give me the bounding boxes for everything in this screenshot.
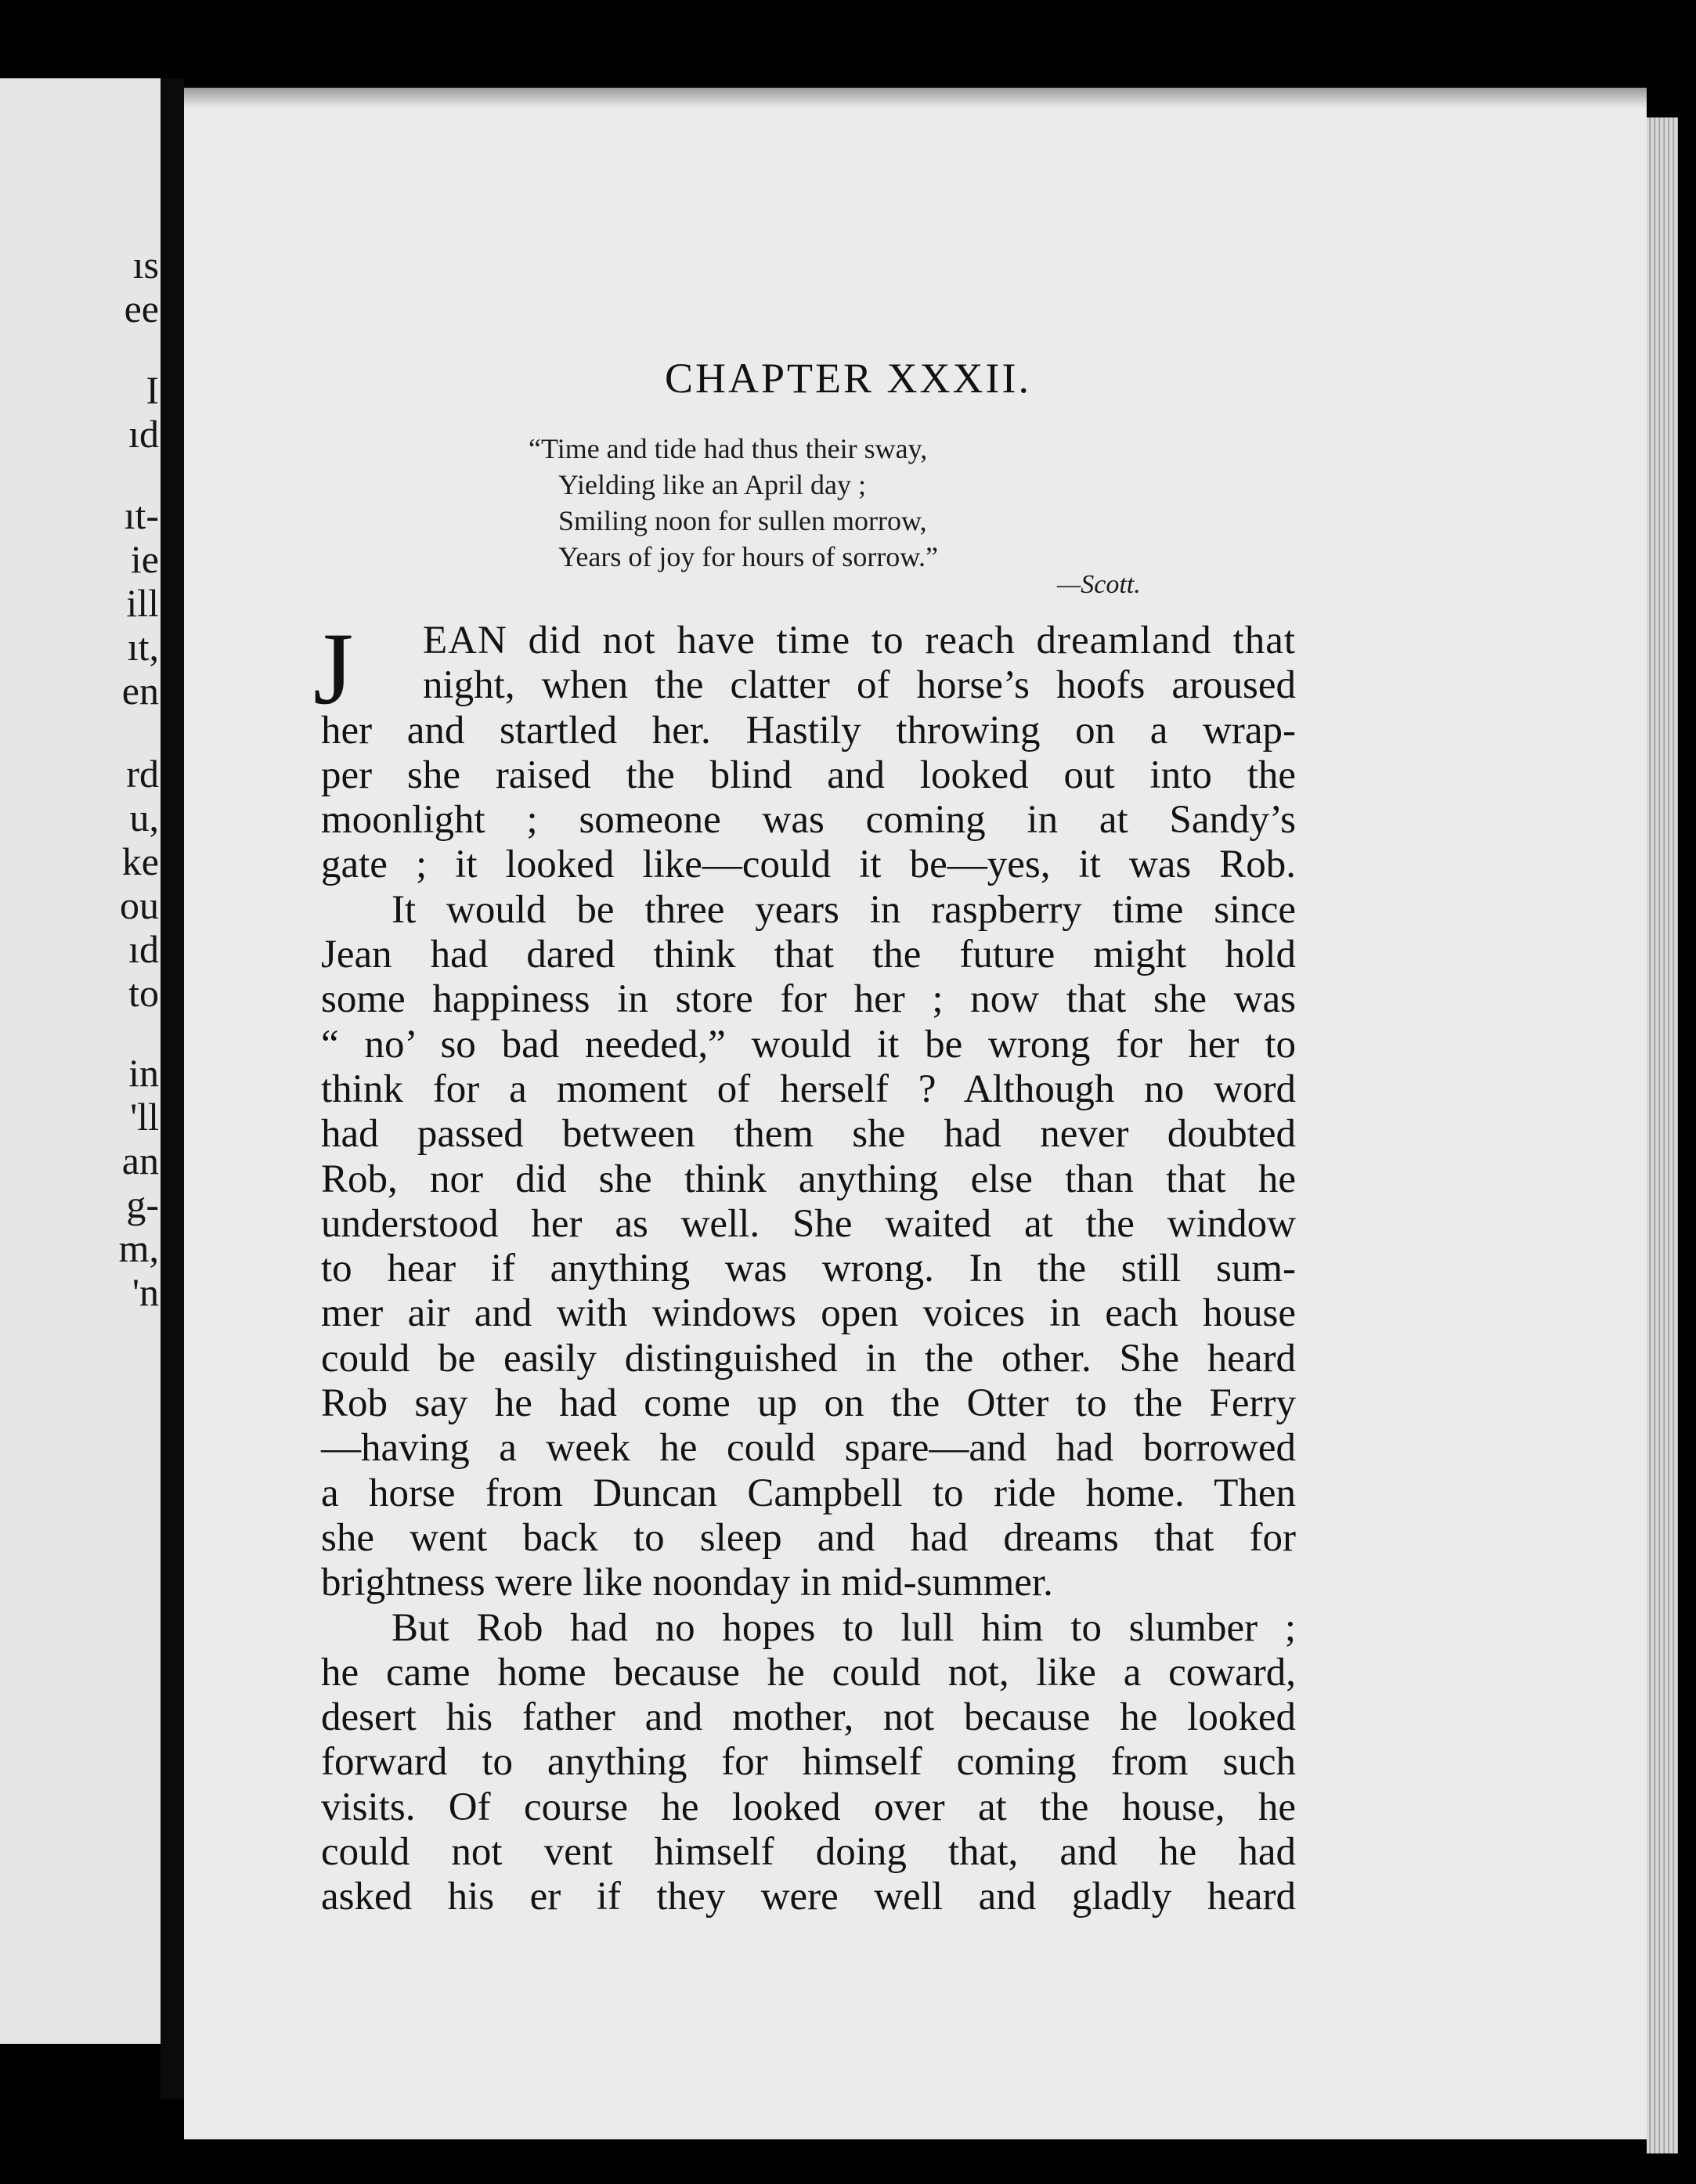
- body-line: understood her as well. She waited at the window: [321, 1201, 1296, 1246]
- previous-page-text-fragment: an: [121, 1139, 159, 1182]
- book-page-edges: [1647, 117, 1678, 2153]
- body-line: EAN did not have time to reach dreamland that: [423, 619, 1296, 662]
- body-line: had passed between them she had never doubted: [321, 1112, 1296, 1157]
- body-line: she went back to sleep and had dreams that for: [321, 1515, 1296, 1560]
- previous-page-text-fragment: ke: [121, 839, 159, 883]
- previous-page-text-fragment: u,: [129, 796, 159, 839]
- body-line: a horse from Duncan Campbell to ride home. Then: [321, 1471, 1296, 1515]
- body-line: gate ; it looked like—could it be—yes, it was Rob.: [321, 843, 1296, 887]
- body-line: per she raised the blind and looked out into the: [321, 753, 1296, 797]
- chapter-title: CHAPTER XXXII.: [665, 355, 1031, 402]
- previous-page-text-fragment: to: [128, 971, 159, 1015]
- body-line: It would be three years in raspberry time since: [392, 887, 1296, 932]
- body-line: night, when the clatter of horse’s hoofs aroused: [423, 663, 1296, 708]
- body-line: visits. Of course he looked over at the house, he: [321, 1785, 1296, 1829]
- body-line: moonlight ; someone was coming in at Sandy’s: [321, 798, 1296, 843]
- previous-page-text-fragment: ıt-: [124, 493, 159, 537]
- previous-page-text-fragment: rd: [126, 752, 159, 796]
- epigraph: [529, 431, 1186, 575]
- epigraph-line: “Time and tide had thus their sway,: [529, 433, 928, 464]
- previous-page-text-fragment: ill: [126, 581, 159, 625]
- previous-page-text-fragment: ie: [130, 537, 159, 581]
- body-line: brightness were like noonday in mid-summer.: [321, 1561, 1053, 1605]
- epigraph-line: Yielding like an April day ;: [558, 469, 866, 500]
- previous-page-text-fragment: ıs: [132, 243, 159, 287]
- body-line: asked his er if they were well and gladly heard: [321, 1875, 1296, 1919]
- body-line: “ no’ so bad needed,” would it be wrong for her to: [321, 1022, 1296, 1067]
- chapter-body: [313, 611, 1296, 1920]
- body-line: desert his father and mother, not because he looked: [321, 1695, 1296, 1740]
- previous-page-text-fragment: m,: [118, 1226, 159, 1270]
- page-top-shadow: [184, 88, 1647, 108]
- body-line: her and startled her. Hastily throwing on a wrap-: [321, 708, 1296, 753]
- previous-page-text-fragment: ıd: [128, 927, 159, 971]
- previous-page-text-fragment: 'll: [130, 1095, 159, 1139]
- previous-page-text-fragment: g-: [126, 1182, 159, 1226]
- epigraph-line: Smiling noon for sullen morrow,: [558, 505, 927, 536]
- previous-page-text-fragment: in: [128, 1051, 159, 1095]
- body-line: could not vent himself doing that, and he had: [321, 1830, 1296, 1875]
- previous-page-text-fragment: en: [121, 669, 159, 713]
- previous-page-text-fragment: ıt,: [127, 625, 159, 669]
- epigraph-line: Years of joy for hours of sorrow.”: [558, 541, 938, 572]
- body-line: some happiness in store for her ; now that she was: [321, 977, 1296, 1022]
- body-line: he came home because he could not, like a coward,: [321, 1650, 1296, 1695]
- body-line: But Rob had no hopes to lull him to slumber ;: [392, 1605, 1296, 1650]
- body-line: could be easily distinguished in the other. She heard: [321, 1336, 1296, 1381]
- previous-page-text-fragment: ou: [120, 883, 159, 927]
- body-line: Rob, nor did she think anything else than that he: [321, 1157, 1296, 1201]
- body-line: Rob say he had come up on the Otter to the Ferry: [321, 1381, 1296, 1426]
- body-line: think for a moment of herself ? Although no word: [321, 1067, 1296, 1111]
- previous-page-text-fragment: I: [146, 368, 159, 412]
- previous-page-text-fragment: ee: [124, 287, 159, 330]
- body-line: Jean had dared think that the future might hold: [321, 933, 1296, 977]
- previous-page-text-fragment: 'n: [132, 1270, 159, 1314]
- body-line: forward to anything for himself coming from such: [321, 1740, 1296, 1785]
- body-line: mer air and with windows open voices in each house: [321, 1291, 1296, 1336]
- body-line: to hear if anything was wrong. In the still sum-: [321, 1247, 1296, 1291]
- body-line: —having a week he could spare—and had borrowed: [321, 1426, 1296, 1471]
- drop-cap: J: [313, 611, 354, 726]
- previous-page-text-fragment: ıd: [128, 412, 159, 456]
- epigraph-attribution: —Scott.: [1057, 570, 1141, 599]
